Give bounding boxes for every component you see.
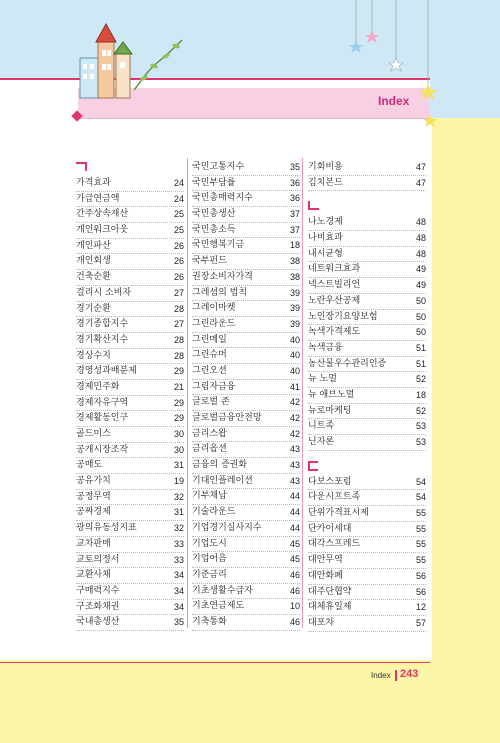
index-page-number: 39 [289,318,300,329]
index-entry [192,458,300,474]
index-page-number: 27 [173,319,184,330]
index-page-number: 39 [289,287,300,298]
index-page-number: 26 [173,272,184,283]
index-term: 기준금리 [192,569,227,580]
index-page-number: 53 [415,421,426,432]
index-entry [308,506,426,522]
index-term: 대체휴일제 [308,602,352,613]
index-term: 대포차 [308,617,335,628]
index-term: 농산물우수관리인증 [308,358,387,369]
index-entry [308,475,426,491]
index-entry [192,176,300,192]
index-page-number: 56 [415,586,426,597]
index-page-number: 53 [415,437,426,447]
index-entry [308,372,426,388]
index-term: 교토의정서 [76,554,120,565]
index-entry [76,600,184,616]
index-term: 개인워크아웃 [76,225,129,236]
index-page-number: 38 [289,256,300,267]
index-entry [76,302,184,318]
index-column-1 [76,160,184,631]
vine-icon [134,40,182,90]
index-page-number: 48 [415,217,426,228]
index-term: 경영성과배분제 [76,366,137,377]
index-term: 대안무역 [308,555,343,566]
index-page-number: 39 [289,303,300,314]
section-heading [308,459,426,475]
index-page-number: 51 [415,358,426,369]
index-entry [192,395,300,411]
index-term: 구매력지수 [76,585,120,596]
index-term: 국부펀드 [192,256,227,267]
index-entry [192,615,300,631]
index-entry [76,443,184,459]
index-term: 기초생활수급자 [192,585,253,596]
section-mark-icon [308,201,319,210]
index-term: 경기확산지수 [76,334,129,345]
index-page-number: 57 [415,617,426,628]
index-term: 다운시프트족 [308,492,361,503]
index-term: 간주상속재산 [76,209,129,220]
index-entry [308,419,426,435]
index-entry [308,435,426,451]
index-page-number: 48 [415,233,426,244]
index-page-number: 30 [173,429,184,439]
index-page-number: 40 [289,334,300,345]
index-term: 국민총소득 [192,224,236,235]
index-term: 닌자론 [308,437,335,447]
index-page-number: 56 [415,570,426,581]
index-entry [308,522,426,538]
section-heading [308,199,426,215]
index-page-number: 46 [289,569,300,580]
index-entry [192,254,300,270]
index-term: 건축순환 [76,272,111,283]
index-term: 금리스왑 [192,428,227,439]
index-term: 대주단협약 [308,586,352,597]
index-page-number: 44 [289,491,300,502]
yellow-margin-bottom [0,660,500,743]
index-term: 국민총매력지수 [192,193,253,204]
index-page-number: 45 [289,554,300,565]
index-entry [76,254,184,270]
index-page-number: 31 [173,460,184,471]
index-entry [192,599,300,615]
index-entry [76,521,184,537]
index-page-number: 37 [289,209,300,220]
index-page-number: 40 [289,350,300,361]
index-term: 개인회생 [76,256,111,267]
index-term: 기업경기실사지수 [192,522,262,533]
index-entry [76,411,184,427]
index-entry [76,490,184,506]
index-page-number: 46 [289,616,300,627]
index-term: 경상수지 [76,350,111,361]
index-term: 경기종합지수 [76,319,129,330]
index-page-number: 50 [415,311,426,322]
index-page-number: 32 [173,491,184,502]
index-page-number: 48 [415,248,426,259]
index-entry [76,239,184,255]
index-term: 교환사채 [76,570,111,581]
index-term: 기대인플레이션 [192,475,253,486]
tower-icon [96,24,116,98]
index-term: 가급연금액 [76,193,120,204]
column-divider [187,158,188,628]
index-entry [76,568,184,584]
index-page-number: 28 [173,303,184,314]
index-page-number: 43 [289,475,300,486]
index-entry [192,364,300,380]
index-term: 경기순환 [76,303,111,314]
index-term: 광의유동성지표 [76,523,137,534]
index-entry [76,458,184,474]
index-page-number: 33 [173,554,184,565]
index-entry [308,490,426,506]
index-entry [192,270,300,286]
index-entry [308,553,426,569]
index-term: 골드미스 [76,429,111,439]
hanging-stars [342,0,442,130]
index-page-number: 43 [289,444,300,455]
index-entry [192,380,300,396]
index-term: 경제활동인구 [76,413,129,424]
index-term: 그림자금융 [192,381,236,392]
index-page-number: 25 [173,225,184,236]
column-divider [302,158,303,628]
index-page-number: 47 [415,177,426,188]
index-entry [76,192,184,208]
town-illustration [78,20,188,100]
index-column-3 [308,160,426,632]
index-term: 공정무역 [76,491,111,502]
index-entry [76,223,184,239]
index-term: 기업어음 [192,554,227,565]
index-page-number: 30 [173,444,184,455]
section-heading [76,160,184,176]
index-entry [192,301,300,317]
index-entry [192,552,300,568]
index-term: 그린라운드 [192,318,236,329]
index-entry [76,349,184,365]
index-page-number: 36 [289,177,300,188]
index-page-number: 54 [415,476,426,487]
index-entry [308,247,426,263]
index-page-number: 18 [415,389,426,400]
index-term: 그린메일 [192,334,227,345]
index-entry [192,411,300,427]
index-entry [192,333,300,349]
index-page-number: 29 [173,413,184,424]
index-entry [308,616,426,632]
index-page-number: 34 [173,601,184,612]
index-term: 경제자유구역 [76,397,129,408]
index-entry [192,474,300,490]
index-entry [76,270,184,286]
index-page-number: 43 [289,460,300,471]
star-icon [349,40,363,53]
index-term: 개인파산 [76,240,111,251]
index-term: 내시균형 [308,248,343,259]
index-entry [192,442,300,458]
index-term: 나노경제 [308,217,343,228]
yellow-margin-right [432,118,500,743]
index-entry [76,584,184,600]
star-icon [389,58,403,71]
index-page-number: 52 [415,374,426,385]
index-page-number: 46 [289,585,300,596]
index-entry [192,223,300,239]
index-entry [192,207,300,223]
index-column-2 [192,160,300,631]
index-page-number: 35 [289,162,300,172]
index-entry [76,537,184,553]
index-entry [192,191,300,207]
index-term: 국민부담률 [192,177,236,188]
index-page-number: 50 [415,295,426,306]
index-entry [308,278,426,294]
index-term: 공개시장조작 [76,444,129,455]
index-term: 글로벌금융안전망 [192,413,262,423]
index-entry [76,396,184,412]
index-entry [308,569,426,585]
index-page-number: 28 [173,350,184,361]
index-page-number: 41 [289,381,300,392]
index-term: 뉴 노멀 [308,374,337,385]
index-page-number: 36 [289,193,300,204]
index-page-number: 31 [173,507,184,518]
index-term: 뉴로마케팅 [308,405,352,416]
index-entry [308,325,426,341]
index-page-number: 24 [173,193,184,204]
index-page-number: 12 [415,602,426,613]
index-page-number: 50 [415,327,426,338]
index-entry [308,585,426,601]
index-entry [308,294,426,310]
index-term: 대안화폐 [308,570,343,581]
index-entry [76,615,184,631]
section-gap [308,191,426,199]
footer-rule [0,662,430,663]
page-number: 243 [400,668,419,680]
index-term: 공짜경제 [76,507,111,518]
index-term: 기초연금제도 [192,601,245,612]
building-icon [80,58,98,98]
star-icon [365,30,379,43]
index-entry [76,553,184,569]
index-term: 김치본드 [308,177,343,188]
index-term: 교차판매 [76,538,111,549]
index-page-number: 42 [289,413,300,423]
index-term: 기업도시 [192,538,227,549]
index-term: 가격효과 [76,178,111,188]
index-term: 넥스트빌리언 [308,280,361,291]
index-entry [192,584,300,600]
index-page-number: 34 [173,585,184,596]
index-page-number: 26 [173,256,184,267]
index-term: 그레이마켓 [192,303,236,314]
section-gap [308,451,426,459]
index-entry [76,380,184,396]
index-page-number: 45 [289,538,300,549]
index-page-number: 18 [289,240,300,251]
index-term: 기축통화 [192,616,227,627]
page-title: Index [378,94,410,108]
index-page-number: 10 [289,601,300,612]
index-entry [308,357,426,373]
index-entry [308,600,426,616]
star-icon [419,84,437,100]
index-entry [192,238,300,254]
index-page-number: 35 [173,617,184,628]
index-page-number: 28 [173,334,184,345]
footer-label: Index [371,671,391,680]
index-term: 경제민주화 [76,381,120,392]
index-term: 노인장기요양보험 [308,311,378,322]
index-entry [76,427,184,443]
index-term: 그레셤의 법칙 [192,287,248,298]
index-entry [308,262,426,278]
index-entry [192,568,300,584]
index-entry [308,404,426,420]
index-term: 뉴 애브노멀 [308,389,355,400]
index-term: 국민행복기금 [192,240,245,251]
index-term: 걸리시 소비자 [76,287,132,298]
index-entry [308,215,426,231]
index-term: 금융의 증권화 [192,460,248,471]
index-entry [192,537,300,553]
index-term: 나비효과 [308,233,343,244]
index-term: 그린슈머 [192,350,227,361]
index-term: 대각스프레드 [308,539,361,550]
index-entry [308,160,426,176]
index-page-number: 19 [173,476,184,487]
index-page-number: 27 [173,287,184,298]
index-term: 기회비용 [308,162,343,172]
index-page-number: 40 [289,365,300,376]
section-mark-icon [76,162,87,171]
index-page-number: 42 [289,397,300,408]
index-page-number: 26 [173,240,184,251]
index-page-number: 29 [173,397,184,408]
index-page-number: 38 [289,271,300,282]
index-entry [76,286,184,302]
index-page-number: 25 [173,209,184,220]
index-page-number: 49 [415,264,426,275]
index-entry [192,427,300,443]
index-term: 국내총생산 [76,617,120,628]
index-entry [192,317,300,333]
index-term: 국민고통지수 [192,162,245,172]
index-entry [192,521,300,537]
index-entry [308,310,426,326]
index-entry [76,333,184,349]
index-entry [308,176,426,192]
index-entry [76,317,184,333]
index-term: 기부채납 [192,491,227,502]
footer-separator [395,670,397,681]
index-entry [192,348,300,364]
index-term: 단위가격표시제 [308,508,369,519]
index-term: 금리옵션 [192,444,227,455]
star-icon [423,114,437,127]
index-term: 네트워크효과 [308,264,361,275]
index-page-number: 32 [173,523,184,534]
index-term: 다보스포럼 [308,476,352,487]
index-entry [76,474,184,490]
index-term: 권장소비자가격 [192,271,253,282]
index-page-number: 55 [415,555,426,566]
index-term: 노란우산공제 [308,295,361,306]
index-entry [76,207,184,223]
index-entry [192,160,300,176]
index-entry [192,489,300,505]
index-term: 니트족 [308,421,335,432]
index-term: 공매도 [76,460,103,471]
index-term: 글로벌 존 [192,397,230,408]
index-page-number: 55 [415,508,426,519]
index-term: 공유가치 [76,476,111,487]
index-term: 그린오션 [192,365,227,376]
index-entry [76,364,184,380]
index-page-number: 33 [173,538,184,549]
index-page-number: 52 [415,405,426,416]
index-page-number: 54 [415,492,426,503]
house-icon [114,42,132,98]
index-page-number: 24 [173,178,184,188]
index-page-number: 44 [289,507,300,518]
index-term: 국민총생산 [192,209,236,220]
index-entry [76,176,184,192]
index-term: 기술라운드 [192,507,236,518]
index-entry [308,537,426,553]
index-entry [308,231,426,247]
index-term: 구조화채권 [76,601,120,612]
index-page-number: 34 [173,570,184,581]
index-term: 단카이세대 [308,523,352,534]
index-page-number: 42 [289,428,300,439]
index-page-number: 47 [415,162,426,172]
index-entry [308,341,426,357]
index-page-number: 44 [289,522,300,533]
index-page-number: 55 [415,523,426,534]
index-term: 녹색가격제도 [308,327,361,338]
index-entry [308,388,426,404]
index-page-number: 49 [415,280,426,291]
index-page-number: 51 [415,342,426,353]
index-page-number: 37 [289,224,300,235]
index-page-number: 21 [173,381,184,392]
index-entry [192,286,300,302]
index-entry [76,505,184,521]
index-term: 녹색금융 [308,342,343,353]
index-page-number: 55 [415,539,426,550]
index-page-number: 29 [173,366,184,377]
index-entry [192,505,300,521]
section-mark-icon [308,461,318,471]
